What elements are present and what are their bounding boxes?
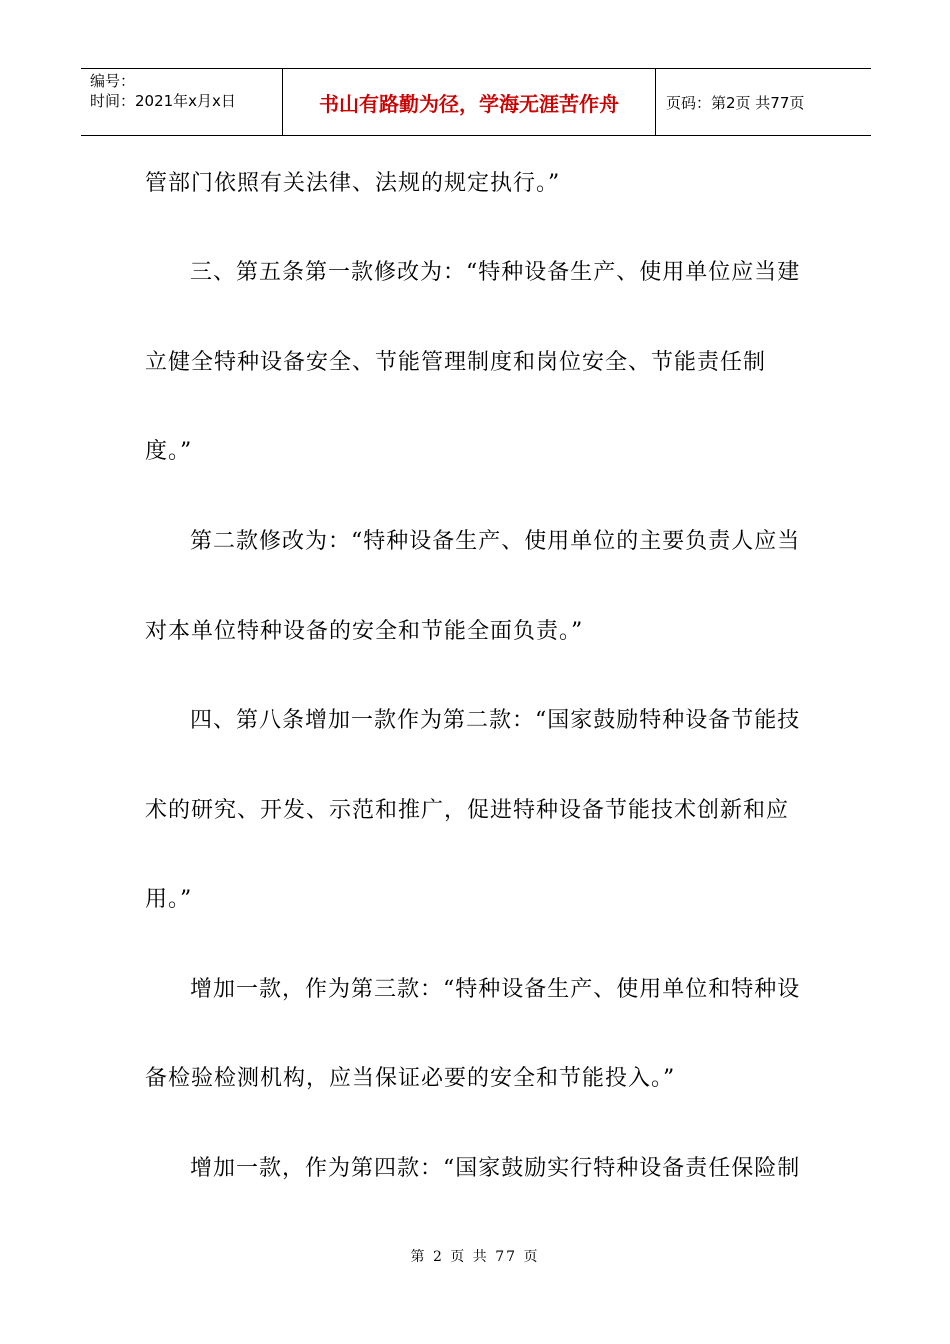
body-line-8: 术的研究、开发、示范和推广，促进特种设备节能技术创新和应 bbox=[145, 798, 790, 823]
page-footer: 第 2 页 共 77 页 bbox=[410, 1249, 540, 1265]
header-meta bbox=[81, 69, 283, 135]
header-page-info: 页码：第2页 共77页 bbox=[666, 93, 805, 112]
header-motto: 书山有路勤为径，学海无涯苦作舟 bbox=[283, 69, 656, 135]
document-date-label: 时间：2021年x月x日 bbox=[90, 92, 236, 110]
body-line-3: 立健全特种设备安全、节能管理制度和岗位安全、节能责任制 bbox=[145, 350, 767, 375]
body-line-2: 三、第五条第一款修改为：“特种设备生产、使用单位应当建 bbox=[190, 260, 801, 285]
body-line-9: 用。” bbox=[145, 887, 193, 912]
body-line-11: 备检验检测机构，应当保证必要的安全和节能投入。” bbox=[145, 1066, 676, 1091]
body-line-12: 增加一款，作为第四款：“国家鼓励实行特种设备责任保险制 bbox=[190, 1156, 801, 1181]
body-line-4: 度。” bbox=[145, 439, 193, 464]
body-line-10: 增加一款，作为第三款：“特种设备生产、使用单位和特种设 bbox=[190, 977, 801, 1002]
page-header bbox=[81, 68, 871, 136]
body-line-1: 管部门依照有关法律、法规的规定执行。” bbox=[145, 171, 561, 196]
body-line-5: 第二款修改为：“特种设备生产、使用单位的主要负责人应当 bbox=[190, 529, 801, 554]
body-line-7: 四、第八条增加一款作为第二款：“国家鼓励特种设备节能技 bbox=[190, 708, 801, 733]
body-line-6: 对本单位特种设备的安全和节能全面负责。” bbox=[145, 619, 584, 644]
document-number-label: 编号： bbox=[90, 72, 136, 90]
